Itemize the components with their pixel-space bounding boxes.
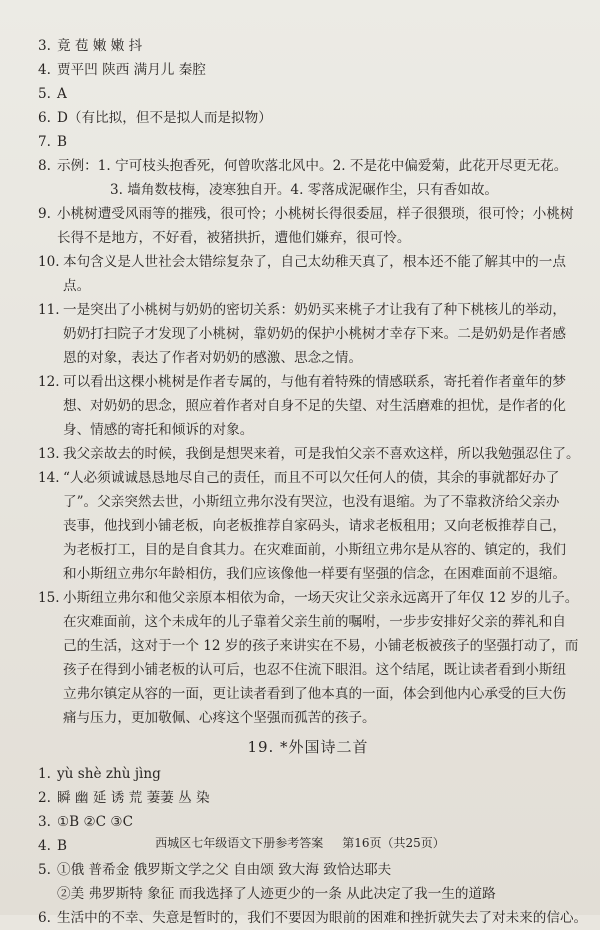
answer-item-13 bbox=[38, 442, 578, 466]
item-line: 点。 bbox=[63, 278, 91, 294]
poem-answer-item-6 bbox=[38, 906, 588, 930]
answer-item-4 bbox=[38, 58, 578, 82]
item-number: 12. bbox=[38, 374, 60, 390]
item-text: 贾平凹 陕西 满月儿 秦腔 bbox=[57, 62, 206, 78]
item-line: 示例：1. 宁可枝头抱香死，何曾吹落北风中。2. 不是花中偏爱菊，此花开尽更无花。 bbox=[57, 158, 568, 174]
answer-item-15 bbox=[38, 586, 578, 730]
item-line: 奶奶打扫院子才发现了小桃树，靠奶奶的保护小桃树才幸存下来。二是奶奶是作者感 bbox=[63, 326, 566, 342]
item-line: 身、情感的寄托和倾诉的对象。 bbox=[63, 422, 254, 438]
item-line: 为老板打工，目的是自食其力。在灾难面前，小斯纽立弗尔是从容的、镇定的，我们 bbox=[63, 542, 566, 558]
item-number: 13. bbox=[38, 446, 60, 462]
item-number: 4. bbox=[38, 62, 51, 78]
item-line: 了”。父亲突然去世，小斯纽立弗尔没有哭泣，也没有退缩。为了不靠救济给父亲办 bbox=[63, 494, 560, 510]
item-line: 长得不是地方，不好看，被猪拱折，遭他们嫌弃，很可怜。 bbox=[57, 230, 411, 246]
answer-item-6 bbox=[38, 106, 578, 130]
item-line: 在灾难面前，这个未成年的儿子靠着父亲生前的嘱咐，一步步安排好父亲的葬礼和自 bbox=[63, 614, 566, 630]
item-number: 10. bbox=[38, 254, 60, 270]
answer-item-3 bbox=[38, 34, 578, 58]
answer-item-14 bbox=[38, 466, 578, 586]
item-number: 4. bbox=[38, 838, 51, 854]
answer-item-5 bbox=[38, 82, 578, 106]
item-line: ①俄 普希金 俄罗斯文学之父 自由颂 致大海 致恰达耶夫 bbox=[57, 862, 392, 878]
item-number: 14. bbox=[38, 470, 60, 486]
item-text: ①B ②C ③C bbox=[57, 814, 133, 830]
item-text: 竟 苞 嫩 嫩 抖 bbox=[57, 38, 143, 54]
item-line: 想、对奶奶的思念，照应着作者对自身不足的失望、对生活磨难的担忧，是作者的化 bbox=[63, 398, 566, 414]
answer-item-12 bbox=[38, 370, 578, 442]
item-number: 2. bbox=[38, 790, 51, 806]
item-line: 生活中的不幸、失意是暂时的，我们不要因为眼前的困难和挫折就失去了对未来的信心。 bbox=[57, 910, 588, 926]
answer-item-9 bbox=[38, 202, 578, 250]
item-number: 1. bbox=[38, 766, 51, 782]
item-line: 己的生活，这对于一个 12 岁的孩子来讲实在不易，小铺老板被孩子的坚强打动了，而 bbox=[63, 638, 579, 654]
answer-item-7 bbox=[38, 130, 578, 154]
item-number: 3. bbox=[38, 38, 51, 54]
item-number: 3. bbox=[38, 814, 51, 830]
item-line: 恩的对象，表达了作者对奶奶的感激、思念之情。 bbox=[63, 350, 363, 366]
item-line: 和小斯纽立弗尔年龄相仿，我们应该像他一样要有坚强的信念，在困难面前不退缩。 bbox=[63, 566, 566, 582]
item-line: 孩子在得到小铺老板的认可后，也忍不住流下眼泪。这个结尾，既让读者看到小斯纽 bbox=[63, 662, 566, 678]
answer-item-11 bbox=[38, 298, 578, 370]
page-footer: 西城区七年级语文下册参考答案 第16页（共25页） bbox=[155, 836, 445, 850]
item-text: A bbox=[57, 86, 67, 102]
item-text: B bbox=[57, 838, 67, 854]
item-line: 小斯纽立弗尔和他父亲原本相依为命，一场天灾让父亲永远离开了年仅 12 岁的儿子。 bbox=[63, 590, 579, 606]
item-line: 我父亲故去的时候，我倒是想哭来着，可是我怕父亲不喜欢这样，所以我勉强忍住了。 bbox=[63, 446, 580, 462]
item-line: 痛与压力，更加敬佩、心疼这个坚强而孤苦的孩子。 bbox=[63, 710, 376, 726]
item-text: B bbox=[57, 134, 67, 150]
answer-item-8 bbox=[38, 154, 578, 202]
item-line: 3. 墙角数枝梅，凌寒独自开。4. 零落成泥碾作尘，只有香如故。 bbox=[110, 182, 499, 198]
item-number: 5. bbox=[38, 86, 51, 102]
item-line: 可以看出这棵小桃树是作者专属的，与他有着特殊的情感联系，寄托着作者童年的梦 bbox=[63, 374, 566, 390]
item-line: ②美 弗罗斯特 象征 而我选择了人迹更少的一条 从此决定了我一生的道路 bbox=[57, 886, 496, 902]
item-line: 小桃树遭受风雨等的摧残，很可怜；小桃树长得很委屈，样子很猥琐，很可怜；小桃树 bbox=[57, 206, 574, 222]
answer-item-10 bbox=[38, 250, 578, 298]
item-number: 6. bbox=[38, 110, 51, 126]
item-number: 8. bbox=[38, 158, 51, 174]
item-text: 瞬 幽 延 诱 荒 萋萋 丛 染 bbox=[57, 790, 210, 806]
section-title: 19. *外国诗二首 bbox=[247, 738, 369, 756]
item-number: 11. bbox=[38, 302, 60, 318]
item-line: 丧事，他找到小铺老板，向老板推荐自家码头，请求老板租用；又向老板推荐自己， bbox=[63, 518, 566, 534]
item-line: 本句含义是人世社会太错综复杂了，自己太幼稚天真了，根本还不能了解其中的一点 bbox=[63, 254, 566, 270]
item-line: 立弗尔镇定从容的一面，更让读者看到了他本真的一面，体会到他内心承受的巨大伤 bbox=[63, 686, 566, 702]
item-number: 5. bbox=[38, 862, 51, 878]
poem-answer-item-3 bbox=[38, 810, 578, 834]
item-text: D（有比拟，但不是拟人而是拟物） bbox=[57, 110, 272, 126]
poem-answer-item-1 bbox=[38, 762, 578, 786]
poem-answer-item-2 bbox=[38, 786, 578, 810]
item-line: “人必须诚诚恳恳地尽自己的责任，而且不可以欠任何人的债，其余的事就都好办了 bbox=[63, 470, 560, 486]
item-number: 6. bbox=[38, 910, 51, 926]
answer-content bbox=[38, 34, 588, 930]
item-text: yù shè zhù jìng bbox=[57, 766, 161, 782]
item-number: 9. bbox=[38, 206, 51, 222]
item-number: 7. bbox=[38, 134, 51, 150]
poem-answer-item-5 bbox=[38, 858, 578, 906]
item-line: 一是突出了小桃树与奶奶的密切关系：奶奶买来桃子才让我有了种下桃核儿的举动， bbox=[63, 302, 566, 318]
item-number: 15. bbox=[38, 590, 60, 606]
